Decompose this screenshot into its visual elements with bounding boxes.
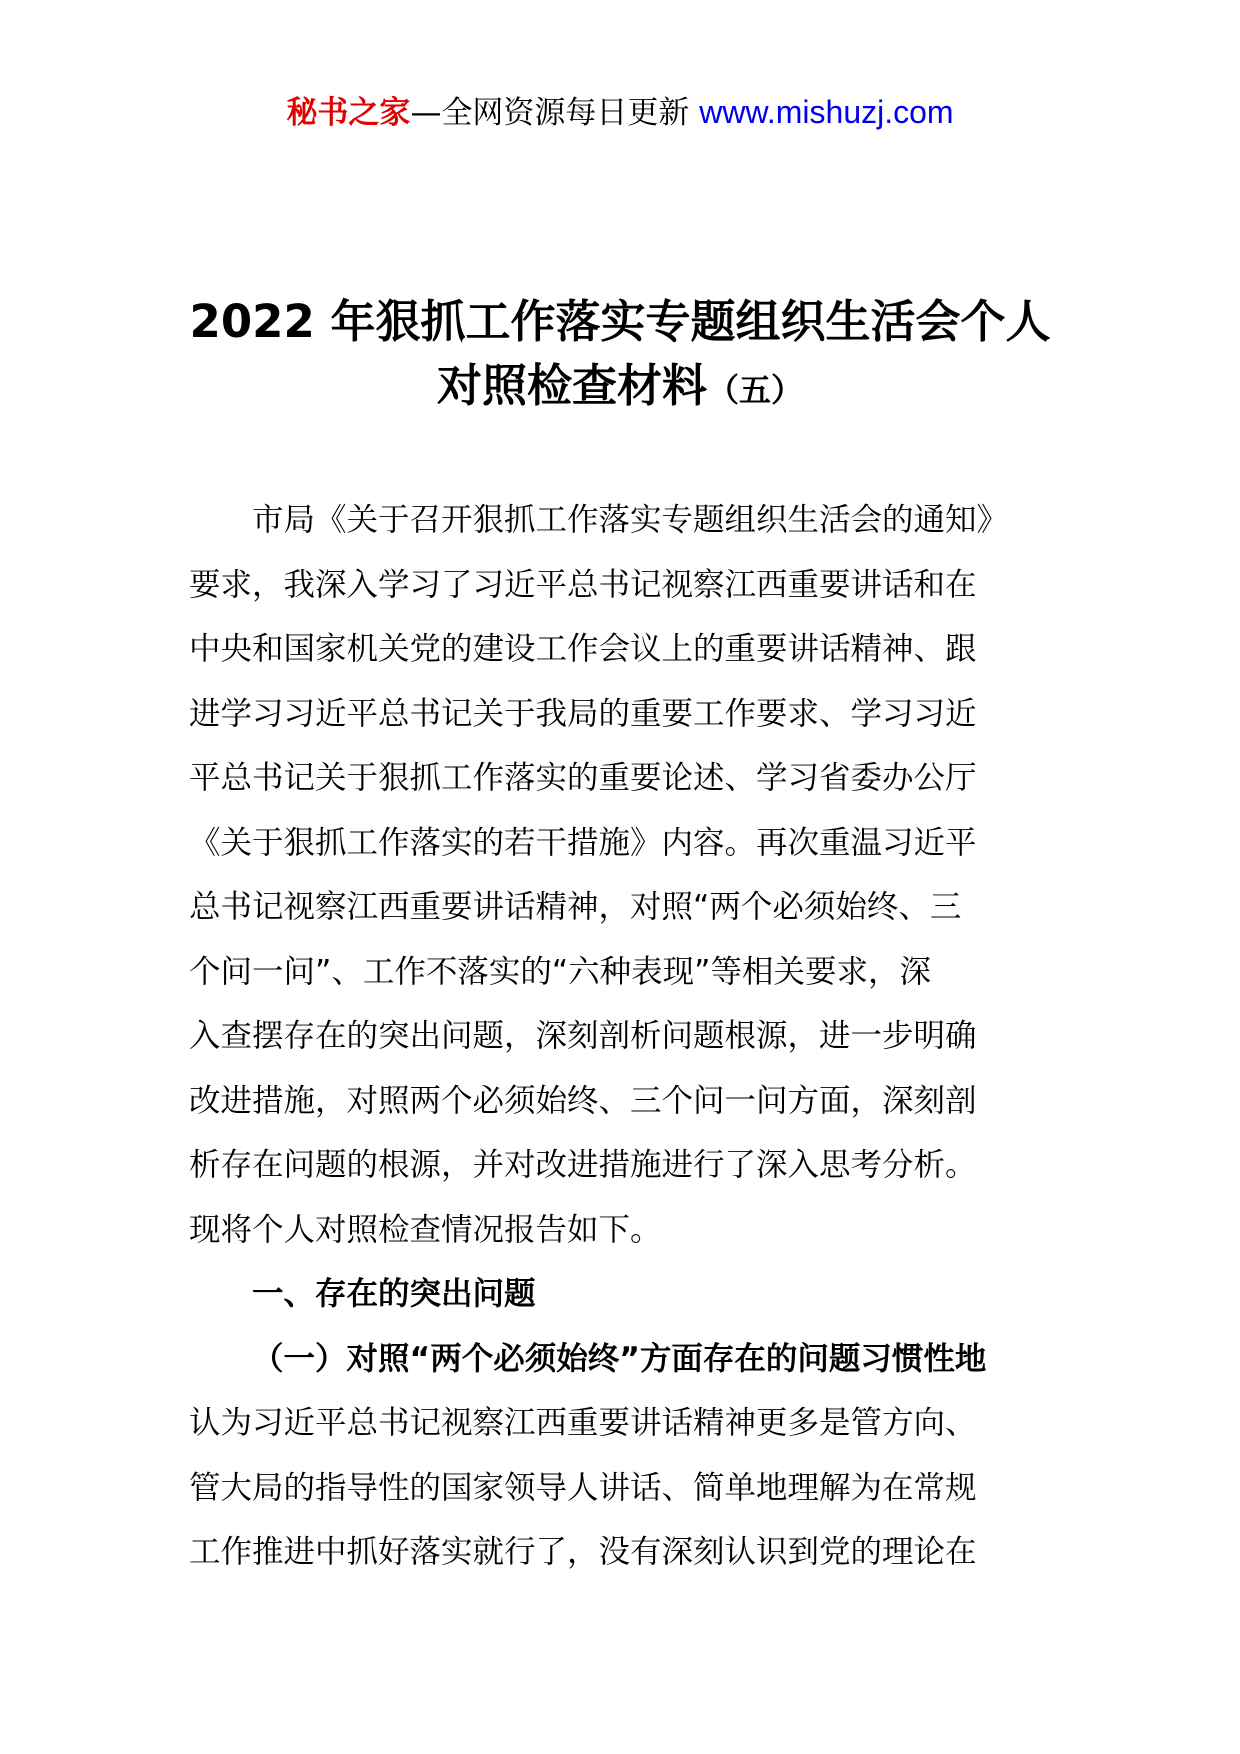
paragraph-line: 析存在问题的根源，并对改进措施进行了深入思考分析。 (189, 1147, 977, 1183)
paragraph-line: 管大局的指导性的国家领导人讲话、简单地理解为在常规 (189, 1469, 977, 1506)
paragraph-line (189, 1327, 1059, 1392)
intro-paragraph (189, 488, 1059, 1262)
brand-name: 秘书之家 (286, 95, 411, 131)
paragraph-line: 个问一问”、工作不落实的“六种表现”等相关要求，深 (189, 953, 931, 990)
paragraph-line: 平总书记关于狠抓工作落实的重要论述、学习省委办公厅 (189, 760, 977, 796)
paragraph-line: 改进措施，对照两个必须始终、三个问一问方面，深刻剖 (189, 1082, 977, 1119)
paragraph-line: 认为习近平总书记视察江西重要讲话精神更多是管方向、 (189, 1405, 977, 1441)
site-url-link[interactable]: www.mishuzj.com (699, 94, 954, 130)
paragraph-line: 总书记视察江西重要讲话精神，对照“两个必须始终、三 (189, 889, 962, 925)
paragraph-line: 进学习习近平总书记关于我局的重要工作要求、学习习近 (189, 695, 977, 732)
paragraph-line: 现将个人对照检查情况报告如下。 (189, 1211, 662, 1248)
title-part-number: （五） (707, 371, 804, 409)
subsection-paragraph (189, 1327, 1059, 1585)
section-heading: 一、存在的突出问题 (252, 1276, 536, 1312)
subsection-heading: （一）对照“两个必须始终”方面存在的问题 (252, 1340, 861, 1377)
title-line-2-text: 对照检查材料 (436, 359, 707, 412)
paragraph-line: 入查摆存在的突出问题，深刻剖析问题根源，进一步明确 (189, 1018, 977, 1054)
paragraph-line: 《关于狠抓工作落实的若干措施》内容。再次重温习近平 (189, 824, 977, 861)
document-body (189, 488, 1059, 1585)
header-tagline: —全网资源每日更新 (410, 95, 700, 131)
paragraph-line: 要求，我深入学习了习近平总书记视察江西重要讲话和在 (189, 566, 977, 603)
title-line-1: 2022 年狠抓工作落实专题组织生活会个人 (189, 295, 1051, 348)
document-title (0, 290, 1240, 422)
paragraph-line: 工作推进中抓好落实就行了，没有深刻认识到党的理论在 (189, 1534, 977, 1570)
paragraph-line: 中央和国家机关党的建设工作会议上的重要讲话精神、跟 (189, 631, 977, 667)
title-line-2 (0, 354, 1240, 422)
paragraph-line-tail: 习惯性地 (860, 1340, 987, 1377)
paragraph-line: 市局《关于召开狠抓工作落实专题组织生活会的通知》 (252, 502, 1009, 538)
site-header (0, 92, 1240, 133)
